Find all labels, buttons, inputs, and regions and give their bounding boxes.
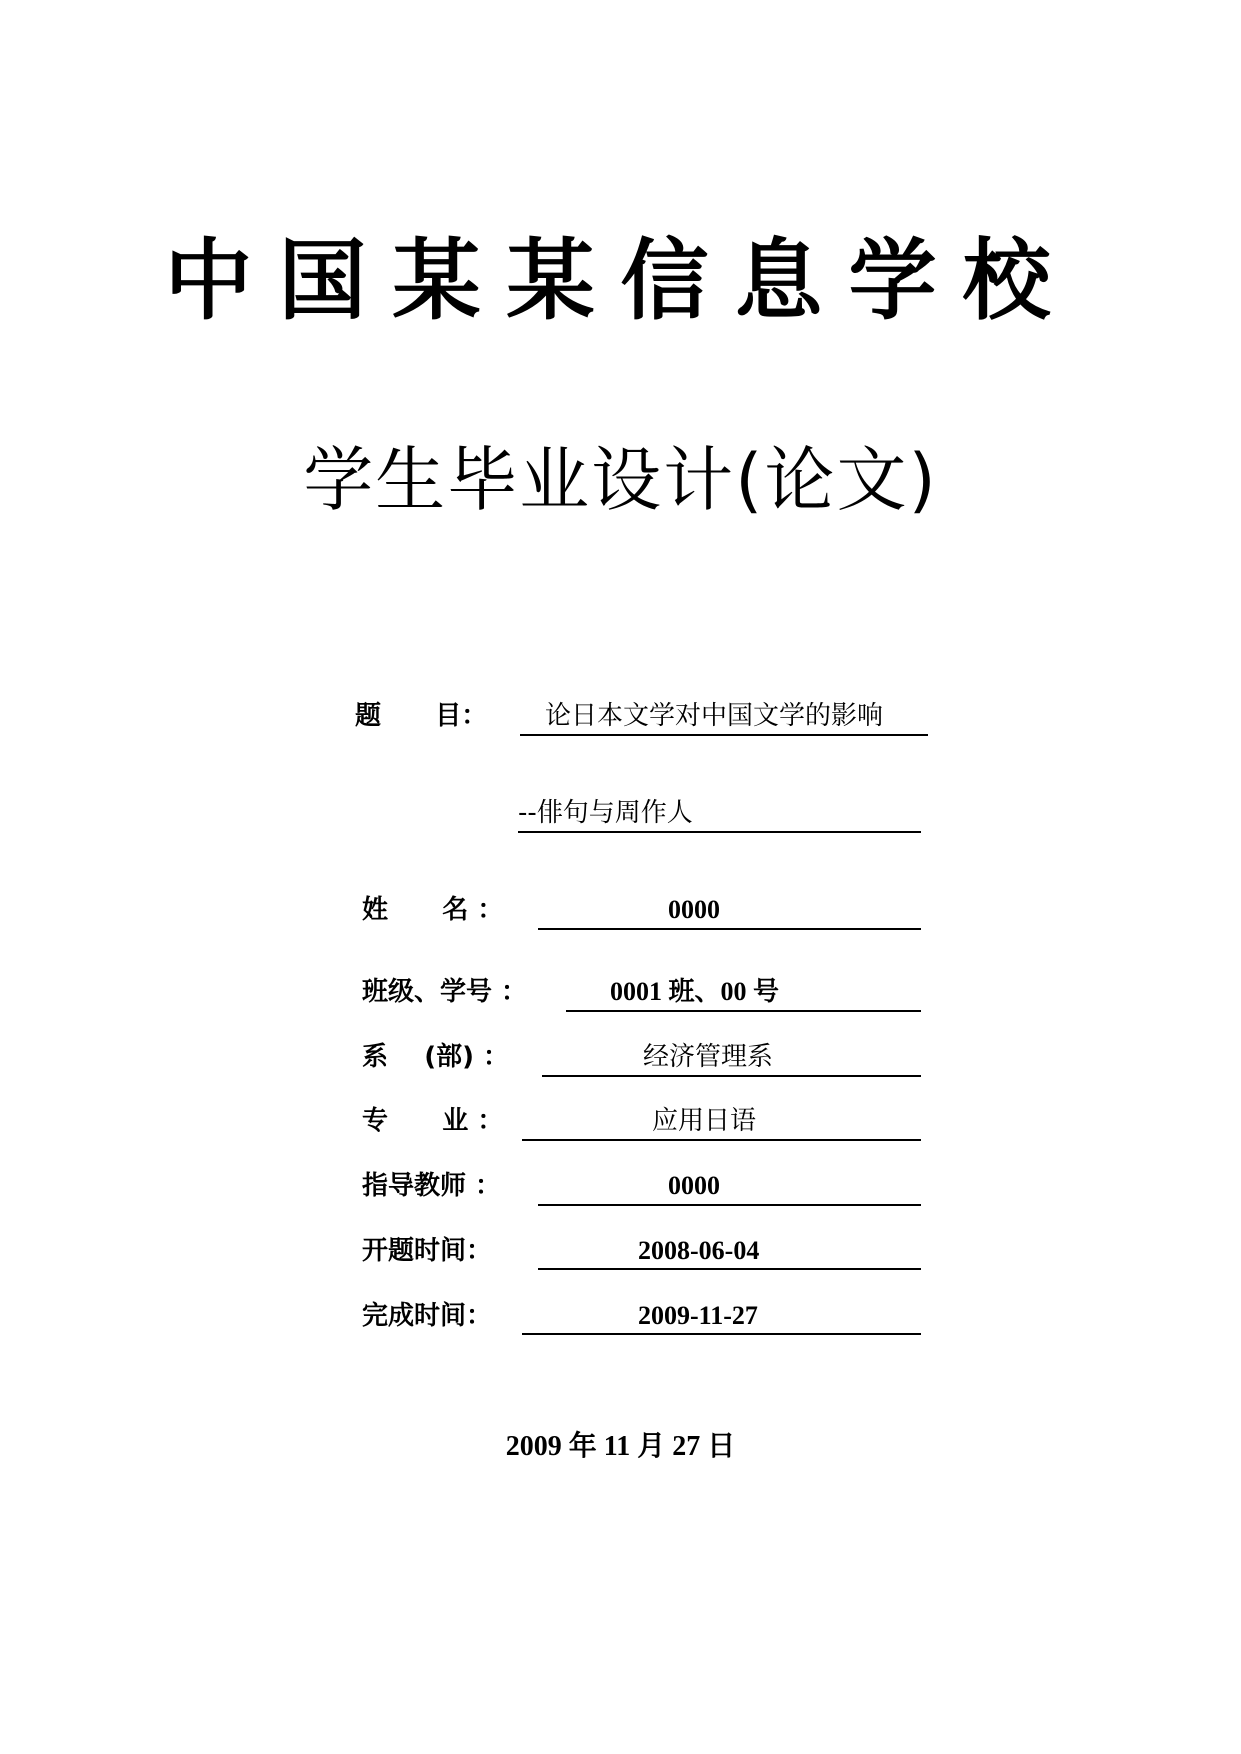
department-value: 经济管理系 — [643, 1042, 774, 1072]
major-value: 应用日语 — [652, 1106, 757, 1136]
name-underline — [538, 928, 921, 930]
finish-date-value: 2009-11-27 — [638, 1301, 758, 1330]
class-id-value: 0001 班、00 号 — [610, 977, 780, 1006]
topic-underline-2 — [518, 831, 921, 833]
major-label: 专 业 ： — [362, 1106, 504, 1136]
topic-value-line2: --俳句与周作人 — [518, 798, 693, 828]
start-date-value: 2008-06-04 — [638, 1236, 760, 1265]
topic-underline-1 — [520, 734, 928, 736]
major-underline — [522, 1139, 921, 1141]
school-name: 中国某某信息学校 — [164, 228, 1077, 332]
document-date: 2009 年 11 月 27 日 — [505, 1431, 736, 1462]
advisor-underline — [538, 1204, 921, 1206]
name-label: 姓 名 ： — [362, 895, 504, 925]
class-id-label: 班级、学号 ： — [362, 977, 528, 1007]
name-value: 0000 — [668, 895, 720, 924]
start-date-underline — [538, 1268, 921, 1270]
class-id-underline — [566, 1010, 921, 1012]
start-date-label: 开题时间： — [362, 1236, 493, 1266]
advisor-label: 指导教师 ： — [362, 1171, 502, 1201]
topic-label: 题 目： — [355, 701, 488, 731]
advisor-value: 0000 — [668, 1171, 720, 1200]
finish-date-underline — [522, 1333, 921, 1335]
finish-date-label: 完成时间： — [362, 1301, 493, 1331]
document-title: 学生毕业设计(论文) — [303, 439, 938, 521]
topic-value-line1: 论日本文学对中国文学的影响 — [545, 701, 884, 731]
department-underline — [542, 1075, 921, 1077]
department-label: 系 (部) ： — [362, 1042, 510, 1072]
